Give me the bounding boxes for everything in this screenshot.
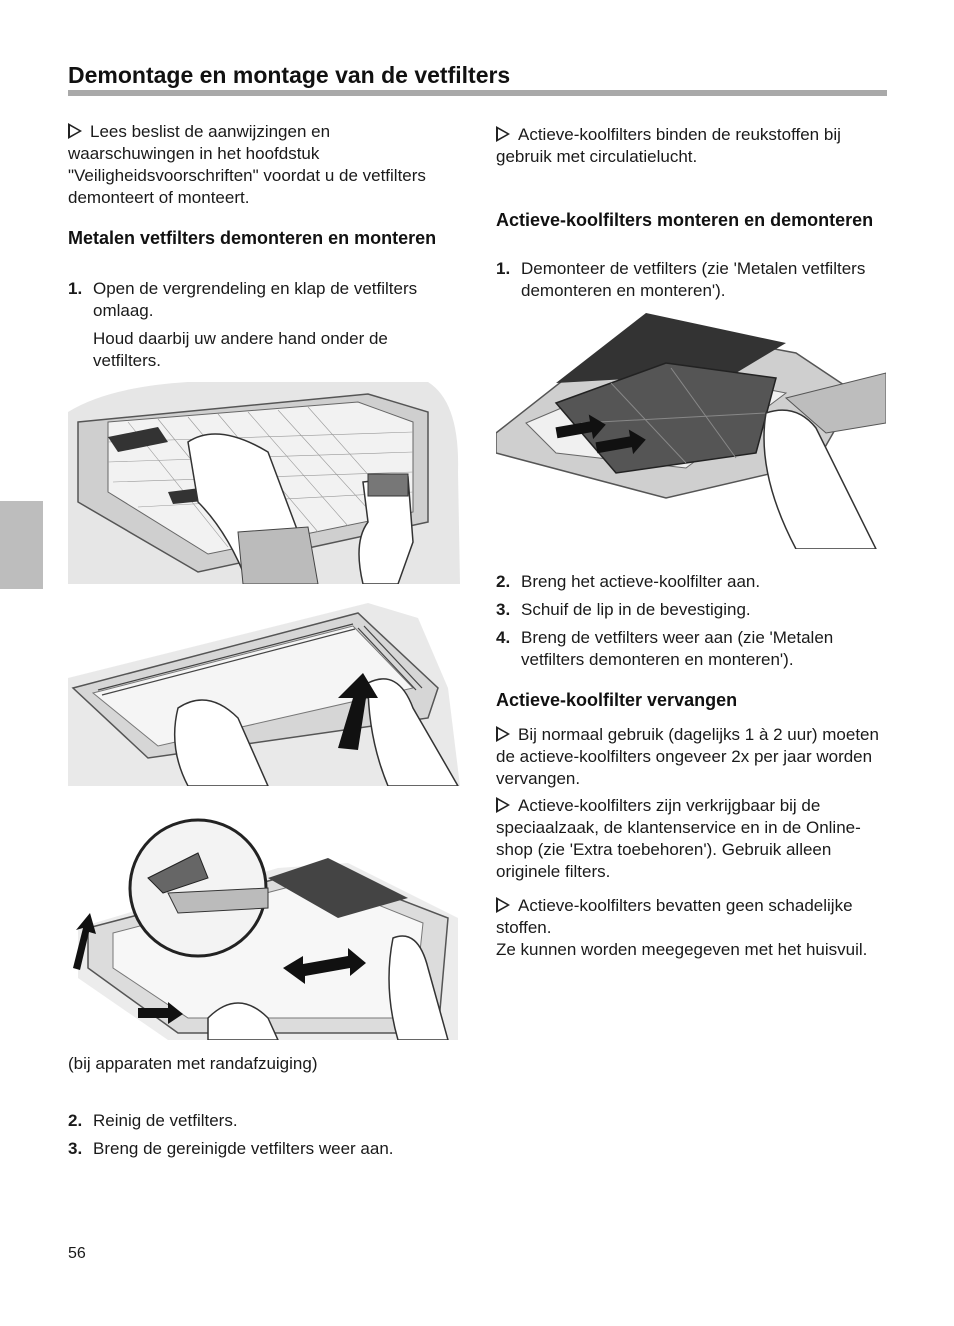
disposal-note: Actieve-koolfilters bevatten geen schadelijke stoffen. Ze kunnen worden meegegeven met het huisvuil. [496,896,868,959]
note-triangle-icon [496,726,510,742]
step-item: 3. Breng de gereinigde vetfilters weer aan. [68,1139,394,1158]
step-item: 4. Breng de vetfilters weer aan (zie 'Metalen vetfilters demonteren en monteren'). [496,628,834,669]
carbon-filter-heading: Actieve-koolfilters monteren en demonteren [496,210,874,230]
illustration-carbon-filter [496,313,886,549]
right-steps-top [496,258,888,302]
step-item: Houd daarbij uw andere hand onder de vetfilters. [93,329,388,370]
step-item: 2. Reinig de vetfilters. [68,1111,238,1130]
right-intro: Actieve-koolfilters binden de reukstoffen bij gebruik met circulatielucht. [496,125,841,166]
replacement-note: Bij normaal gebruik (dagelijks 1 à 2 uur) moeten de actieve-koolfilters ongeveer 2x per jaar worden vervangen. [496,725,879,788]
note-triangle-icon [496,126,510,142]
step-item: 1. Demonteer de vetfilters (zie 'Metalen vetfilters demonteren en monteren'). [496,259,866,300]
page-title: Demontage en montage van de vetfilters [68,62,511,88]
note-triangle-icon [68,123,82,139]
replace-filter-heading: Actieve-koolfilter vervangen [496,690,738,710]
chapter-side-tab [0,501,43,589]
note-triangle-icon [496,897,510,913]
metal-filter-heading: Metalen vetfilters demonteren en monteren [68,228,437,248]
illustration-edge-extraction [68,818,460,1040]
note-triangle-icon [496,797,510,813]
title-rule [68,90,887,96]
right-steps-bottom [496,571,888,671]
illustration-open-latch [68,382,460,584]
left-column [68,121,460,209]
figure-caption: (bij apparaten met randafzuiging) [68,1054,318,1073]
safety-note: Lees beslist de aanwijzingen en waarschuwingen in het hoofdstuk "Veiligheidsvoorschriften" voordat u de vetfilters demonteert of monteert. [68,122,426,207]
page-number: 56 [68,1245,86,1262]
step-item: 3. Schuif de lip in de bevestiging. [496,600,751,619]
step-item: 2. Breng het actieve-koolfilter aan. [496,572,761,591]
step-item: 1. Open de vergrendeling en klap de vetfilters omlaag. [68,279,418,320]
availability-note: Actieve-koolfilters zijn verkrijgbaar bij de speciaalzaak, de klantenservice en in de Online-shop (zie 'Extra toebehoren'). Gebruik alleen originele filters. [496,796,861,881]
left-steps-top [68,278,460,372]
left-steps-bottom [68,1110,460,1160]
illustration-lift-filter [68,598,460,786]
